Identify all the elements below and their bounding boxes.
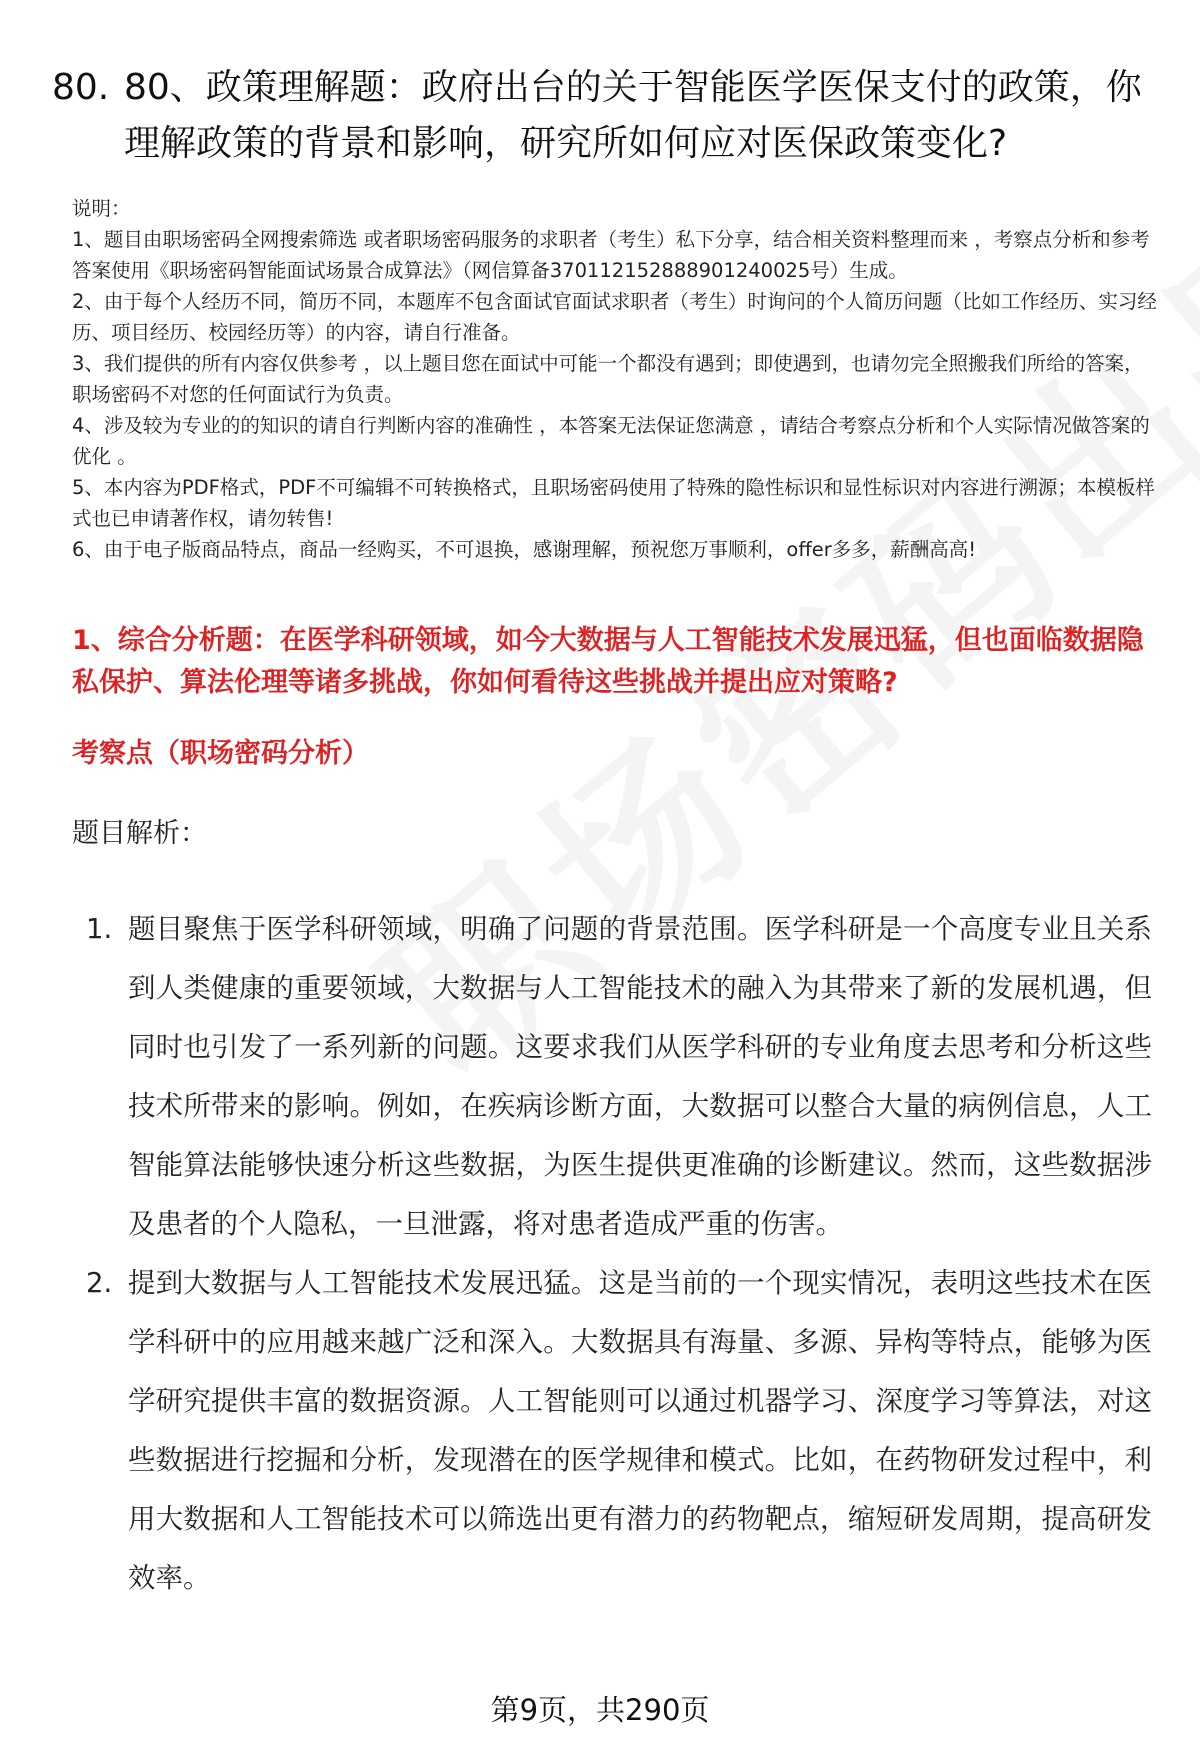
note-item: 3、我们提供的所有内容仅供参考 ，以上题目您在面试中可能一个都没有遇到；即使遇到，也请勿完全照搬我们所给的答案，职场密码不对您的任何面试行为负责。 <box>72 352 1144 406</box>
analysis-point <box>72 1254 1152 1608</box>
analysis-point-index: 1. <box>86 913 113 945</box>
analysis-point-text: 提到大数据与人工智能技术发展迅猛。这是当前的一个现实情况，表明这些技术在医学科研中的应用越来越广泛和深入。大数据具有海量、多源、异构等特点，能够为医学研究提供丰富的数据资源。人工智能则可以通过机器学习、深度学习等算法，对这些数据进行挖掘和分析，发现潜在的医学规律和模式。比如，在药物研发过程中，利用大数据和人工智能技术可以筛选出更有潜力的药物靶点，缩短研发周期，提高研发效率。 <box>128 1267 1152 1594</box>
analysis-point-index: 2. <box>86 1267 113 1299</box>
analysis-point-text: 题目聚焦于医学科研领域，明确了问题的背景范围。医学科研是一个高度专业且关系到人类健康的重要领域，大数据与人工智能技术的融入为其带来了新的发展机遇，但同时也引发了一系列新的问题。这要求我们从医学科研的专业角度去思考和分析这些技术所带来的影响。例如，在疾病诊断方面，大数据可以整合大量的病例信息，人工智能算法能够快速分析这些数据，为医生提供更准确的诊断建议。然而，这些数据涉及患者的个人隐私，一旦泄露，将对患者造成严重的伤害。 <box>128 913 1152 1240</box>
note-item: 4、涉及较为专业的的知识的请自行判断内容的准确性 ，本答案无法保证您满意 ，请结合考察点分析和个人实际情况做答案的优化 。 <box>72 414 1150 468</box>
exam-point-heading: 考察点（职场密码分析） <box>72 738 369 769</box>
question-title-text: 80、政策理解题：政府出台的关于智能医学医保支付的政策，你理解政策的背景和影响，研究所如何应对医保政策变化? <box>124 67 1142 164</box>
analysis-point <box>72 900 1152 1254</box>
note-item: 2、由于每个人经历不同，简历不同，本题库不包含面试官面试求职者（考生）时询问的个人简历问题（比如工作经历、实习经历、项目经历、校园经历等）的内容，请自行准备。 <box>72 290 1157 344</box>
notes-heading: 说明： <box>72 197 131 220</box>
note-item: 5、本内容为PDF格式，PDF不可编辑不可转换格式，且职场密码使用了特殊的隐性标识和显性标识对内容进行溯源；本模板样式也已申请著作权，请勿转售! <box>72 476 1155 530</box>
page-footer: 第9页，共290页 <box>490 1693 710 1727</box>
note-item: 6、由于电子版商品特点，商品一经购买，不可退换，感谢理解，预祝您万事顺利，offer多多，薪酬高高! <box>72 538 977 561</box>
analysis-list <box>72 900 1152 1608</box>
question-title <box>52 60 1152 172</box>
section-question-heading: 1、综合分析题：在医学科研领域，如今大数据与人工智能技术发展迅猛，但也面临数据隐私保护、算法伦理等诸多挑战，你如何看待这些挑战并提出应对策略? <box>72 625 1144 698</box>
disclaimer-notes <box>72 193 1162 565</box>
question-number: 80. <box>52 67 110 108</box>
analysis-label: 题目解析： <box>72 818 207 849</box>
note-item: 1、题目由职场密码全网搜索筛选 或者职场密码服务的求职者（考生）私下分享，结合相关资料整理而来 ，考察点分析和参考答案使用《职场密码智能面试场景合成算法》（网信算备370112152888901240025号）生成。 <box>72 228 1150 282</box>
